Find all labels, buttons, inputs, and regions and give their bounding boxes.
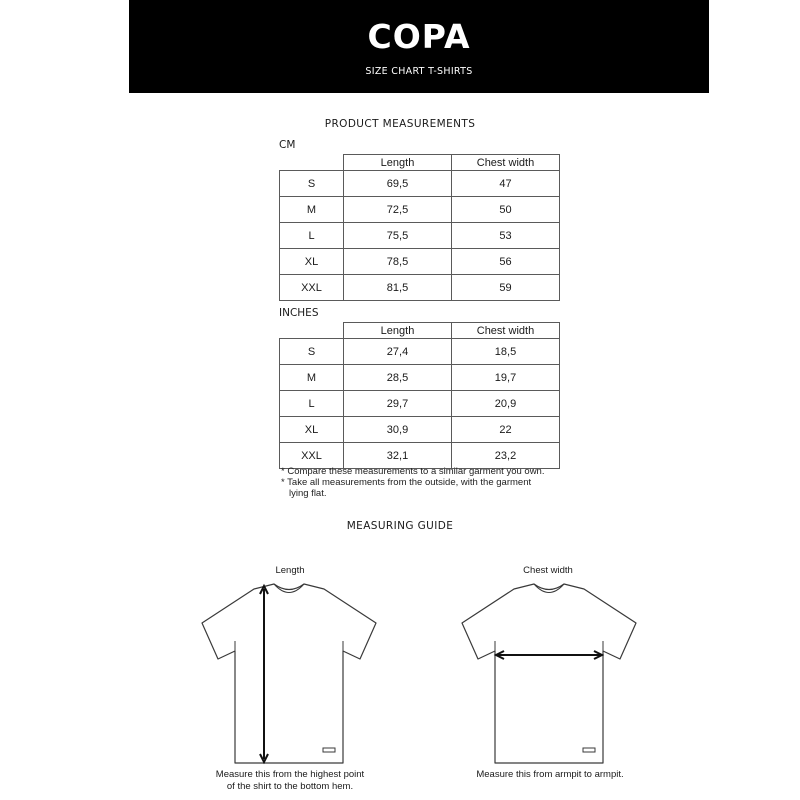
size-cell: XL: [280, 417, 344, 443]
length-cell: 32,1: [344, 443, 452, 469]
chest-guide-label: Chest width: [523, 565, 573, 576]
caption-line: Measure this from armpit to armpit.: [476, 769, 624, 780]
header-banner: [129, 0, 709, 93]
length-cell: 75,5: [344, 223, 452, 249]
table-header-row: [280, 323, 560, 339]
chest-cell: 47: [452, 171, 560, 197]
header-blank-cell: [280, 155, 344, 171]
product-measurements-heading: PRODUCT MEASUREMENTS: [324, 118, 476, 130]
length-cell: 72,5: [344, 197, 452, 223]
length-cell: 28,5: [344, 365, 452, 391]
length-cell: 29,7: [344, 391, 452, 417]
length-cell: 78,5: [344, 249, 452, 275]
table-row: [280, 171, 560, 197]
length-cell: 81,5: [344, 275, 452, 301]
size-cell: S: [280, 339, 344, 365]
length-guide-label: Length: [275, 565, 305, 576]
table-row: [280, 365, 560, 391]
column-header-chest-width: Chest width: [452, 323, 560, 339]
column-header-chest-width: Chest width: [452, 155, 560, 171]
chest-cell: 22: [452, 417, 560, 443]
chest-cell: 18,5: [452, 339, 560, 365]
inches-size-table: [279, 322, 560, 469]
size-cell: S: [280, 171, 344, 197]
table-row: [280, 443, 560, 469]
note-line: * Compare these measurements to a similar garment you own.: [281, 466, 545, 477]
size-cell: XL: [280, 249, 344, 275]
note-line: lying flat.: [289, 488, 327, 499]
chest-cell: 56: [452, 249, 560, 275]
length-cell: 27,4: [344, 339, 452, 365]
table-row: [280, 417, 560, 443]
tshirt-chest-diagram: [460, 583, 640, 765]
table-row: [280, 275, 560, 301]
table-row: [280, 391, 560, 417]
header-subtitle: SIZE CHART T-SHIRTS: [365, 66, 473, 77]
table-header-row: [280, 155, 560, 171]
size-cell: M: [280, 365, 344, 391]
measuring-guide-heading: MEASURING GUIDE: [346, 520, 454, 532]
caption-line: Measure this from the highest point: [215, 769, 365, 780]
brand-logo: COPA: [367, 17, 471, 56]
size-cell: XXL: [280, 275, 344, 301]
table-row: [280, 197, 560, 223]
inches-unit-label: INCHES: [279, 307, 319, 319]
length-cell: 69,5: [344, 171, 452, 197]
caption-line: of the shirt to the bottom hem.: [226, 781, 354, 792]
column-header-length: Length: [344, 155, 452, 171]
tshirt-length-diagram: [200, 583, 380, 765]
note-line: * Take all measurements from the outside, with the garment: [281, 477, 532, 488]
measurement-notes: [281, 466, 544, 499]
table-row: [280, 339, 560, 365]
chest-cell: 20,9: [452, 391, 560, 417]
length-guide-caption: [185, 769, 395, 793]
chest-cell: 23,2: [452, 443, 560, 469]
size-cell: L: [280, 391, 344, 417]
chest-guide-caption: [445, 769, 655, 781]
header-blank-cell: [280, 323, 344, 339]
cm-size-table: [279, 154, 560, 301]
size-cell: L: [280, 223, 344, 249]
size-cell: M: [280, 197, 344, 223]
column-header-length: Length: [344, 323, 452, 339]
cm-unit-label: CM: [279, 139, 296, 151]
chest-cell: 19,7: [452, 365, 560, 391]
length-cell: 30,9: [344, 417, 452, 443]
size-cell: XXL: [280, 443, 344, 469]
chest-cell: 53: [452, 223, 560, 249]
table-row: [280, 223, 560, 249]
table-row: [280, 249, 560, 275]
chest-cell: 59: [452, 275, 560, 301]
chest-cell: 50: [452, 197, 560, 223]
